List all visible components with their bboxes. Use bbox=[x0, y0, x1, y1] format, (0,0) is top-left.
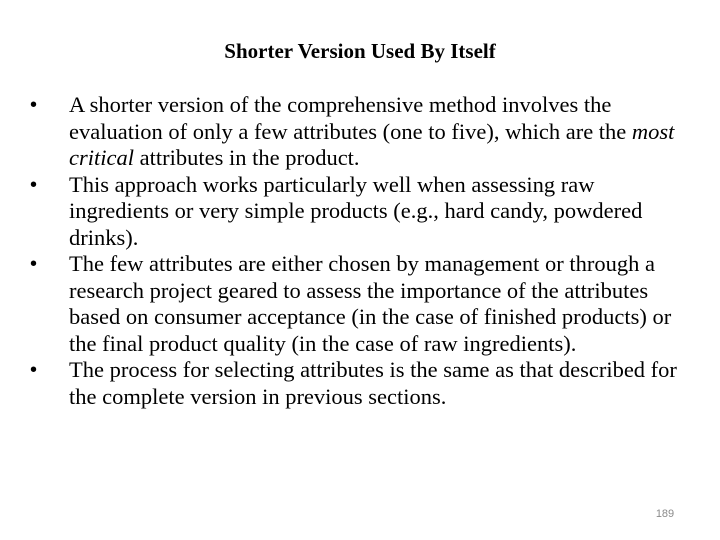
page-number: 189 bbox=[655, 508, 675, 520]
bullet-text: This approach works particularly well when assessing raw ingredients or very simple products (e.g., hard candy, powdered drinks). bbox=[69, 171, 643, 250]
bullet-dot-icon: • bbox=[30, 173, 38, 196]
bullet-emphasis: most critical bbox=[69, 118, 675, 170]
bullet-dot-icon: • bbox=[30, 359, 38, 381]
slide-title: Shorter Version Used By Itself bbox=[224, 39, 496, 63]
bullet-text-start: A shorter version of the comprehensive method involves the evaluation of only a few attributes (one to five), which are the bbox=[69, 92, 632, 144]
bullet-dot-icon: • bbox=[30, 94, 38, 116]
bullet-list bbox=[30, 92, 690, 410]
bullet-item bbox=[30, 92, 690, 172]
bullet-text: The process for selecting attributes is the same as that described for the complete version in previous sections. bbox=[69, 357, 677, 409]
bullet-item bbox=[30, 357, 690, 410]
bullet-text: The few attributes are either chosen by management or through a research project geared to assess the importance of the attributes based on consumer acceptance (in the case of finished products) or the final product quality (in the case of raw ingredients). bbox=[69, 251, 672, 356]
bullet-item bbox=[30, 251, 690, 357]
bullet-dot-icon: • bbox=[30, 253, 38, 275]
bullet-item bbox=[30, 172, 690, 252]
bullet-text-end: attributes in the product. bbox=[133, 145, 360, 170]
